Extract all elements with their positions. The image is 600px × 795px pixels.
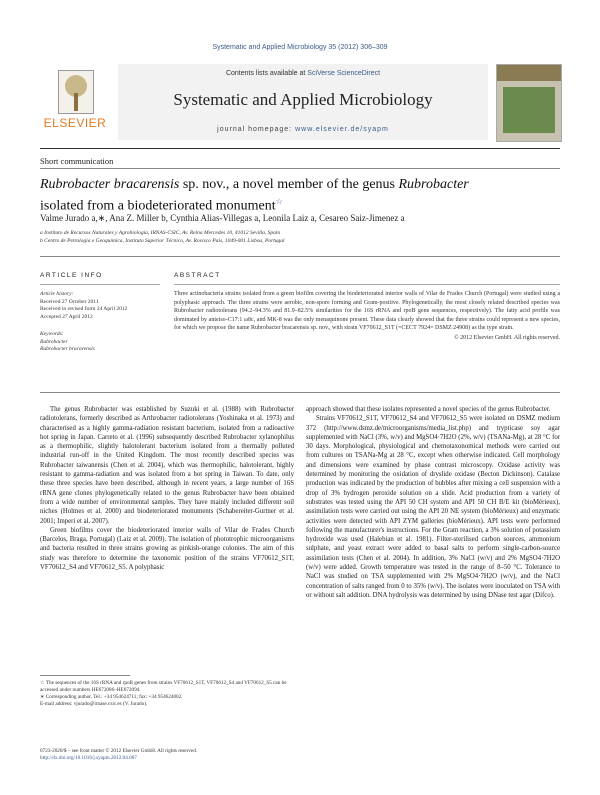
keyword: Rubrobacter [40, 338, 68, 345]
copyright: © 2012 Elsevier GmbH. All rights reserved. [454, 334, 560, 341]
footnote-divider [40, 675, 130, 676]
divider [40, 256, 560, 257]
footnote[interactable]: E-mail address: vjurado@irnase.csic.es (V. Jurado). [40, 701, 148, 707]
abstract-text: Three actinobacteria strains isolated from a green biofilm covering the biodeteriorated interior walls of Vilar de Frades Church (Portugal) were studied using a polyphasic approach. The three strains were aerobic, non-spore forming and Gram-positive. Phylogenetically, the most closely related described species was Rubrobacter radiotolerans (94.2–94.3% and 81.9–82.5% similarities for the 16S rRNA and rpoB gene sequences, respectively). The fatty acid profile was dominated by anteiso-C17:1 ω8c, and MK-8 was the only menaquinone present. These data clearly showed that the three strains could represent a new species, for which we propose the name Rubrobacter bracarensis sp. nov., with strain VF70612_S1T (=CECT 7924= DSMZ 24908) as the type strain. [174, 291, 560, 331]
front-matter-info [40, 748, 294, 762]
affiliation-b: b Centro de Petrologia e Geoquímica, Instituto Superior Técnico, Av. Rovisco Pais, 1049-001 Lisboa, Portugal [40, 238, 285, 244]
running-header[interactable]: Systematic and Applied Microbiology 35 (2012) 306–309 [212, 44, 388, 51]
divider [40, 168, 560, 169]
journal-cover-image[interactable] [496, 64, 562, 142]
title-footnote-marker[interactable]: ☆ [275, 197, 283, 206]
issn-line: 0723-2020/$ – see front matter © 2012 Elsevier GmbH. All rights reserved. [40, 748, 198, 754]
paragraph: approach showed that these isolates represented a novel species of the genus Rubrobacter. [306, 406, 551, 413]
journal-homepage: journal homepage: www.elsevier.de/syapm [217, 126, 389, 133]
abstract [174, 272, 560, 341]
homepage-link[interactable]: www.elsevier.de/syapm [295, 126, 389, 133]
elsevier-tree-icon [58, 70, 94, 114]
doi-link[interactable]: http://dx.doi.org/10.1016/j.syapm.2012.04.007 [40, 755, 137, 761]
author-list[interactable]: Valme Jurado a,∗, Ana Z. Miller b, Cynthia Alias-Villegas a, Leonila Laiz a, Cesareo Saiz-Jimenez a [40, 213, 405, 223]
paragraph: Green biofilms cover the biodeteriorated interior walls of Vilar de Frades Church (Barcelos, Braga, Portugal) (Laiz et al. 2009). The isolation of phototrophic microorganisms and bacteria resulted in three strains growing as pinkish-orange colonies. The aim of this study was therefore to determine the taxonomic position of the strains VF70612_S1T, VF70612_S4 and VF70612_S5. A polyphasic [40, 526, 294, 572]
divider [40, 392, 560, 393]
article-info: ARTICLE INFO Article history: Received 27 October 2011 Received in revised form 24 April 2012 Accepted 27 April 2012 Keywords: Rubrobacter Rubrobacter bracarensis [40, 272, 160, 354]
contents-line: Contents lists available at SciVerse ScienceDirect [225, 70, 381, 77]
paragraph: The genus Rubrobacter was established by Suzuki et al. (1988) with Rubrobacter radiotolerans, formerly described as Arthrobacter radiotolerans (Yoshinaka et al. 1973) and characterised as a highly gamma-radiation resistant bacterium, isolated from a radioactive hot spring in Japan. Carreto et al. (1996) subsequently described Rubrobacter xylanophilus as a thermophilic, slightly halotolerant bacterium isolated from a thermally polluted industrial run-off in the United Kingdom. The most recently described species was Rubrobacter taiwanensis (Chen et al. 2004), which was thermophilic, halotolerant, highly resistant to gamma-radiation and was isolated from a hot spring in Taiwan. To date, only these three species have been described, although in recent years, a large number of 16S rRNA gene clones phylogenetically related to the genus Rubrobacter have been obtained from a wide number of environmental samples. They have mainly included different soil niches (Holmes et al. 2000) and biodeteriorated monuments (Schabereiter-Gurtner et al. 2001; Imperi et al. 2007). [40, 406, 294, 525]
sciencedirect-link[interactable]: SciVerse ScienceDirect [307, 70, 381, 77]
journal-banner [118, 64, 488, 140]
footnote: ☆ The sequences of the 16S rRNA and rpoB genes from strains VF70612_S1T, VF70612_S4 and VF70612_S5 can be accessed under numbers HE672086–HE672094. [40, 680, 287, 693]
body-column-right [306, 405, 560, 600]
cover-band [497, 65, 561, 81]
masthead [40, 64, 560, 140]
footnotes [40, 680, 294, 708]
body-column-left [40, 405, 294, 572]
article-type: Short communication [40, 156, 114, 166]
cover-illustration [503, 87, 555, 133]
affiliation-a: a Instituto de Recursos Naturales y Agrobiología, IRNAS-CSIC, Av. Reina Mercedes 10, 41012 Sevilla, Spain [40, 230, 281, 236]
elsevier-logo[interactable] [40, 64, 110, 140]
divider [40, 148, 560, 149]
paragraph: Strains VF70612_S1T, VF70612_S4 and VF70612_S5 were isolated on DSMZ medium 372 (http://www.dsmz.de/microorganisms/media_list.php) and trypticase soy agar supplemented with NaCl (3%, w/v) and MgSO4·7H2O (2%, w/v) (TSANa-Mg), at 28 °C for 30 days. Morphological, physiological and chemotaxonomical methods were carried out from cultures on TSANa-Mg at 28 °C, except when otherwise indicated. Cell morphology and dimensions were examined by phase contrast microscopy. Oxidase activity was determined by monitoring the oxidation of dryslide oxidase (Becton Dickinson). Catalase production was indicated by the production of bubbles after mixing a cell suspension with a drop of 3% hydrogen peroxide solution on a slide. Acid production from a variety of substrates was tested using the API 50 CH system and API 50 CH B/E kit (bioMérieux), assimilation tests were carried out using the API 20 NE system (bioMérieux) and enzymatic activities were detected with API ZYM galleries (bioMérieux). API tests were performed following the manufacturer's instructions. For the Gram reaction, a 3% solution of potassium hydroxide was used (Halebian et al. 1981). Filter-sterilised carbon sources, ammonium sulphate, and yeast extract were added to basal salts to perform single-carbon-source assimilation tests (Chen et al. 2004). In addition, 3% NaCl (w/v) and 2% MgSO4·7H2O (w/v) were added. Growth temperature was tested in the range of 8–50 °C. Tolerance to NaCl was studied on TSA supplemented with 2% MgSO4·7H2O (w/v), and the NaCl concentration of salts ranged from 0 to 35% (w/v). The isolates were inoculated on TSA with or without salt addition. DNA hydrolysis was determined by using DNase test agar (Difco). [306, 415, 560, 599]
abstract-heading: ABSTRACT [174, 272, 221, 279]
publisher-name: ELSEVIER [43, 116, 107, 130]
journal-title: Systematic and Applied Microbiology [173, 90, 433, 109]
article-title: Rubrobacter bracarensis sp. nov., a novel member of the genus Rubrobacter isolated from a biodeteriorated monument☆ [40, 177, 469, 214]
keyword: Rubrobacter bracarensis [40, 346, 95, 352]
footnote: ∗ Corresponding author. Tel.: +34 954624711; fax: +34 954624002. [40, 694, 183, 700]
article-info-heading: ARTICLE INFO [40, 272, 103, 279]
